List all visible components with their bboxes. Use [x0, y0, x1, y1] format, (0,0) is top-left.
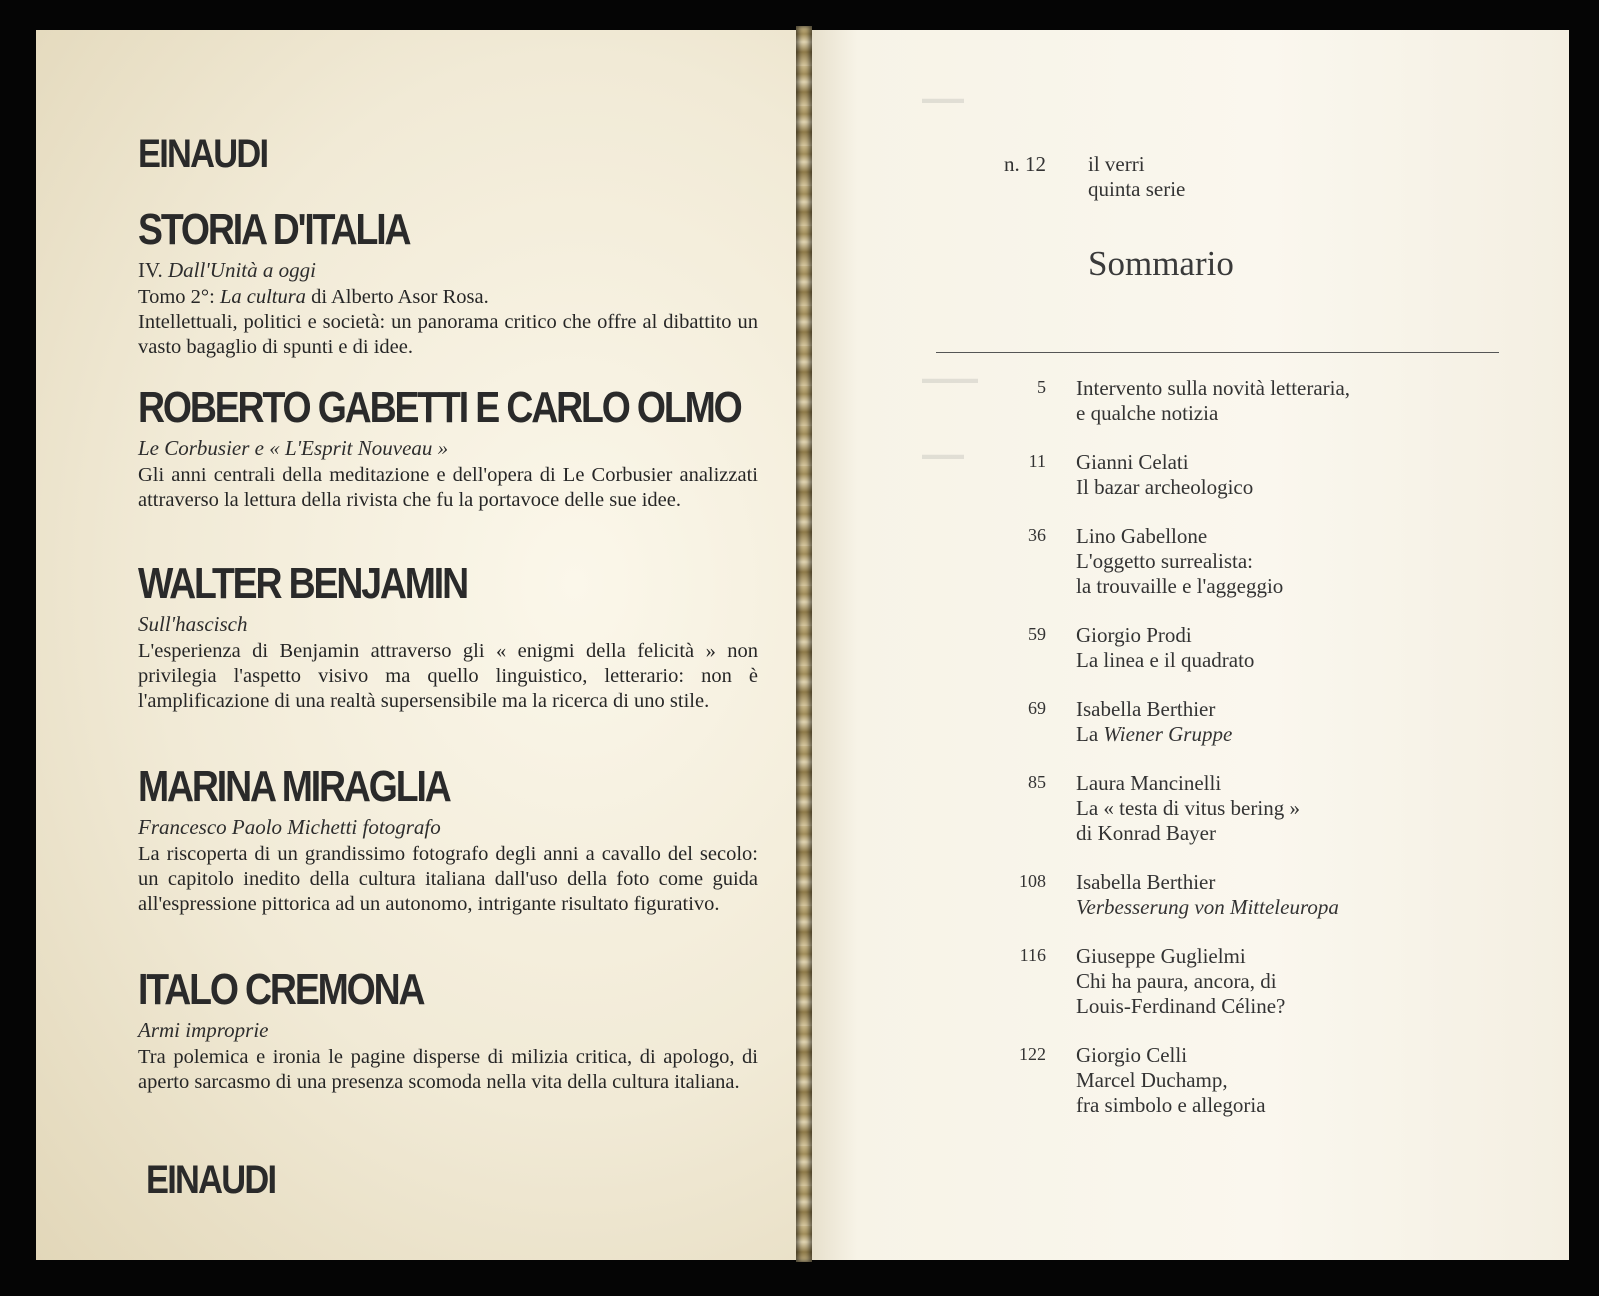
section-heading: WALTER BENJAMIN — [138, 559, 467, 608]
toc-page-number: 11 — [1028, 451, 1046, 471]
section-subtitle: IV. Dall'Unità a oggi — [138, 258, 316, 282]
section-subtitle: Sull'hascisch — [138, 612, 248, 636]
show-through-mark: ▬▬▬ — [922, 448, 964, 463]
section-italo-cremona — [138, 965, 758, 1095]
journal-header — [1088, 152, 1185, 202]
publisher-logo-top: EINAUDI — [138, 132, 268, 176]
section-subtitle: Armi improprie — [138, 1018, 269, 1042]
show-through-mark: ▬▬▬▬ — [922, 372, 978, 387]
toc-author: Giorgio Celli — [1076, 1043, 1188, 1067]
toc-page-number: 36 — [1028, 525, 1046, 545]
toc-entry — [988, 870, 1508, 920]
section-gabetti-olmo — [138, 383, 758, 513]
section-description: La riscoperta di un grandissimo fotografo degli anni a cavallo del secolo: un capitolo inedito della cultura italiana dall'uso della foto come guida all'espressione pittorica ad un autonomo, intrigante risultato figurativo. — [138, 843, 758, 915]
toc-title: La linea e il quadrato — [1076, 648, 1255, 672]
toc-page-number: 59 — [1028, 624, 1046, 644]
section-description: Tomo 2°: La cultura di Alberto Asor Rosa. Intellettuali, politici e società: un panorama critico che offre al dibattito un vasto bagaglio di spunti e di idee. — [138, 286, 758, 358]
toc-page-number: 122 — [1019, 1044, 1046, 1064]
toc-title: Verbesserung von Mitteleuropa — [1076, 895, 1339, 919]
toc-author: Giorgio Prodi — [1076, 623, 1192, 647]
section-description: Gli anni centrali della meditazione e dell'opera di Le Corbusier analizzati attraverso la lettura della rivista che fu la portavoce delle sue idee. — [138, 464, 758, 511]
table-of-contents — [988, 376, 1508, 1142]
section-heading: ITALO CREMONA — [138, 965, 424, 1014]
left-page — [36, 30, 806, 1260]
toc-entry — [988, 771, 1508, 846]
journal-title: il verri — [1088, 152, 1145, 176]
section-subtitle: Le Corbusier e « L'Esprit Nouveau » — [138, 436, 449, 460]
book-spine — [796, 26, 812, 1262]
toc-entry — [988, 944, 1508, 1019]
section-description: L'esperienza di Benjamin attraverso gli « enigmi della felicità » non privilegia l'aspetto visivo ma quello linguistico, letterario: non è l'amplificazione di una realtà supersensibile ma la ricerca di uno stile. — [138, 640, 758, 712]
toc-title-line2: fra simbolo e allegoria — [1076, 1093, 1266, 1117]
section-description: Tra polemica e ironia le pagine disperse di milizia critica, di apologo, di aperto sarcasmo di una presenza scomoda nella vita della cultura italiana. — [138, 1046, 758, 1093]
toc-author: Intervento sulla novità letteraria, — [1076, 376, 1351, 400]
section-walter-benjamin — [138, 559, 758, 714]
toc-entry — [988, 623, 1508, 673]
toc-page-number: 85 — [1028, 772, 1046, 792]
publisher-logo-bottom: EINAUDI — [146, 1158, 276, 1202]
issue-number: n. 12 — [1004, 152, 1046, 176]
toc-entry — [988, 376, 1508, 426]
toc-author: Lino Gabellone — [1076, 524, 1208, 548]
toc-title-line2: la trouvaille e l'aggeggio — [1076, 574, 1284, 598]
divider — [936, 352, 1499, 353]
toc-entry — [988, 1043, 1508, 1118]
toc-author: Isabella Berthier — [1076, 870, 1216, 894]
toc-title: La Wiener Gruppe — [1076, 722, 1233, 746]
section-storia-ditalia — [138, 205, 758, 360]
section-heading: MARINA MIRAGLIA — [138, 762, 450, 811]
toc-title: Chi ha paura, ancora, di — [1076, 969, 1277, 993]
toc-page-number: 5 — [1037, 377, 1046, 397]
section-heading: ROBERTO GABETTI E CARLO OLMO — [138, 383, 741, 432]
section-heading: STORIA D'ITALIA — [138, 205, 410, 254]
toc-title: La « testa di vitus bering » — [1076, 796, 1300, 820]
toc-author: Giuseppe Guglielmi — [1076, 944, 1246, 968]
toc-author: Laura Mancinelli — [1076, 771, 1222, 795]
toc-page-number: 116 — [1019, 945, 1046, 965]
toc-page-number: 69 — [1028, 698, 1046, 718]
toc-entry — [988, 524, 1508, 599]
toc-title: Il bazar archeologico — [1076, 475, 1254, 499]
toc-page-number: 108 — [1019, 871, 1046, 891]
toc-title: L'oggetto surrealista: — [1076, 549, 1253, 573]
toc-title: e qualche notizia — [1076, 401, 1219, 425]
toc-title-line2: Louis-Ferdinand Céline? — [1076, 994, 1286, 1018]
toc-title-line2: di Konrad Bayer — [1076, 821, 1216, 845]
journal-series: quinta serie — [1088, 177, 1186, 201]
toc-title: Marcel Duchamp, — [1076, 1068, 1228, 1092]
toc-entry — [988, 450, 1508, 500]
toc-entry — [988, 697, 1508, 747]
toc-author: Gianni Celati — [1076, 450, 1189, 474]
show-through-mark: ▬▬▬ — [922, 92, 964, 107]
section-subtitle: Francesco Paolo Michetti fotografo — [138, 815, 441, 839]
tomo-line: Tomo 2°: La cultura di Alberto Asor Rosa. — [138, 286, 489, 308]
section-marina-miraglia — [138, 762, 758, 917]
contents-title: Sommario — [1088, 244, 1234, 283]
toc-author: Isabella Berthier — [1076, 697, 1216, 721]
right-page — [812, 30, 1569, 1260]
